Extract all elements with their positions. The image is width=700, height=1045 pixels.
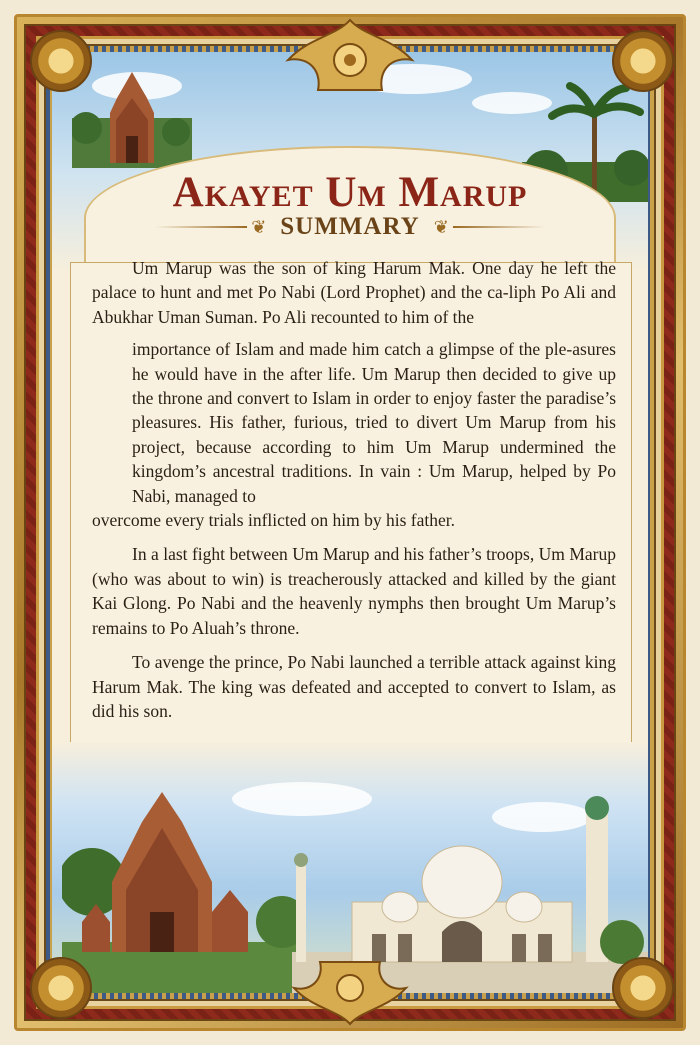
summary-text: [92, 256, 616, 723]
paragraph: importance of Islam and made him catch a glimpse of the ple-asures he would have in the after life. Um Marup then decided to give up the throne and convert to Islam in order to enjoy faster the paradise’s pleasures. His father, furious, tried to divert Um Marup from his project, because according to him Um Marup undermined the kingdom’s ancestral traditions. In vain : Um Marup, helped by Po Nabi, managed to: [132, 339, 616, 506]
flourish-icon: ❦: [251, 216, 267, 237]
page-title: Akayet Um Marup: [172, 169, 528, 216]
rosette-icon: [612, 30, 674, 92]
floral-crest-icon: [282, 16, 418, 100]
flourish-icon: ❦: [433, 216, 449, 237]
paragraph: To avenge the prince, Po Nabi launched a terrible attack against king Harum Mak. The king was defeated and accepted to convert to Islam, as did his son.: [92, 652, 616, 721]
mosque-icon: [292, 742, 648, 993]
page-subtitle: SUMMARY: [280, 213, 420, 240]
rosette-icon: [30, 957, 92, 1019]
subtitle-row: [0, 211, 700, 243]
cham-temple-bottom-icon: [62, 772, 302, 993]
paragraph: overcome every trials inflicted on him by his father.: [92, 510, 456, 531]
cham-temple-top-icon: [72, 58, 192, 168]
divider-line: [453, 226, 545, 228]
rosette-icon: [30, 30, 92, 92]
floral-crest-icon: [290, 958, 410, 1028]
divider-line: [155, 226, 247, 228]
rosette-icon: [612, 957, 674, 1019]
paragraph: Um Marup was the son of king Harum Mak. One day he left the palace to hunt and met Po Nabi (Lord Prophet) and the ca-liph Po Ali and Abukhar Uman Suman. Po Ali recounted to him of the: [92, 258, 616, 327]
paragraph: In a last fight between Um Marup and his father’s troops, Um Marup (who was about to win) is treacherously attacked and killed by the giant Kai Glong. Po Nabi and the heavenly nymphs then brought Um Marup’s remains to Po Aluah’s throne.: [92, 544, 616, 638]
